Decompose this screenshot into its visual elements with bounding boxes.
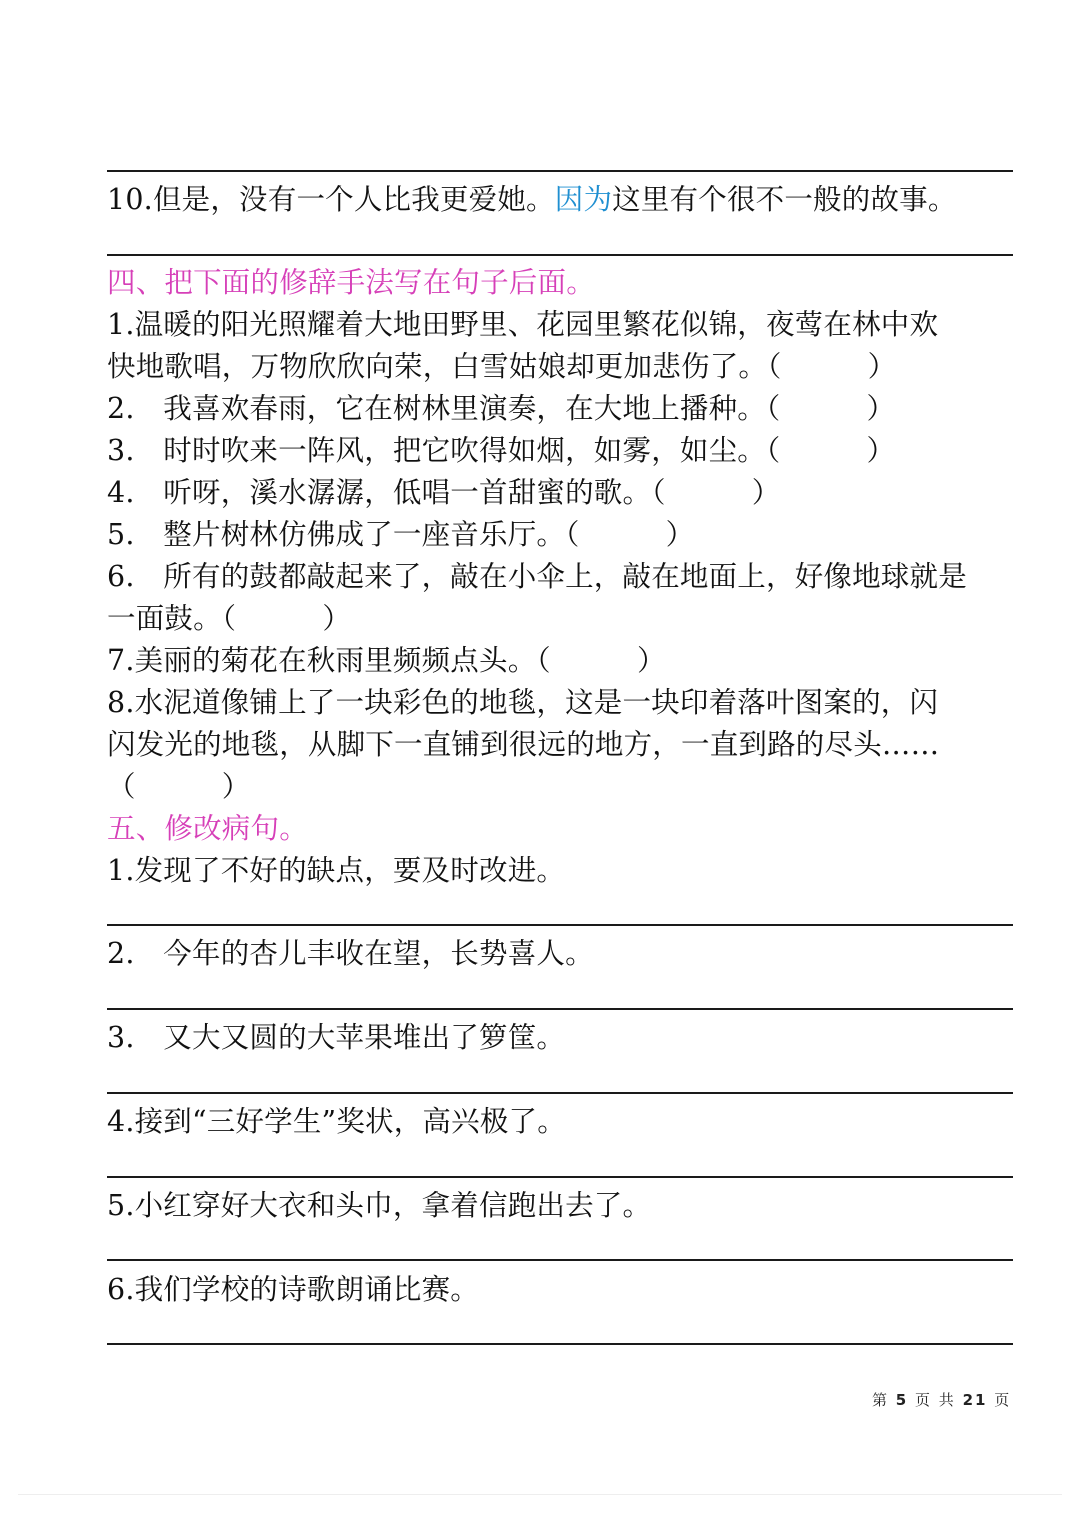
s5-item-6: 6.我们学校的诗歌朗诵比赛。 (107, 1273, 479, 1306)
answer-line (107, 924, 1013, 926)
footer-mid: 页 共 (915, 1391, 956, 1409)
answer-line (107, 1092, 1013, 1094)
question-number: 10. (107, 183, 153, 216)
answer-line (107, 170, 1013, 172)
s4-line-4: 3. 时时吹来一阵风，把它吹得如烟，如雾，如尘。（ ） (107, 434, 896, 467)
answer-line (107, 1176, 1013, 1178)
answer-line (107, 1343, 1013, 1345)
s4-line-9: 7.美丽的菊花在秋雨里频频点头。（ ） (107, 644, 666, 677)
answer-line (107, 1259, 1013, 1261)
s4-line-3: 2. 我喜欢春雨，它在树林里演奏，在大地上播种。（ ） (107, 392, 896, 425)
s4-line-11: 闪发光的地毯，从脚下一直铺到很远的地方，一直到路的尽头…… (107, 728, 940, 761)
s5-item-5: 5.小红穿好大衣和头巾，拿着信跑出去了。 (107, 1189, 652, 1222)
s5-item-4: 4.接到“三好学生”奖状，高兴极了。 (107, 1105, 566, 1138)
question-text-end: 这里有个很不一般的故事。 (612, 183, 957, 216)
s5-item-1: 1.发现了不好的缺点，要及时改进。 (107, 854, 566, 887)
current-page: 5 (895, 1391, 909, 1409)
s4-line-5: 4. 听呀，溪水潺潺，低唱一首甜蜜的歌。（ ） (107, 476, 781, 509)
question-10 (107, 179, 1017, 221)
s4-line-12: （ ） (107, 770, 251, 803)
footer-prefix: 第 (872, 1391, 890, 1409)
s5-item-2: 2. 今年的杏儿丰收在望，长势喜人。 (107, 937, 594, 970)
s4-line-6: 5. 整片树林仿佛成了一座音乐厅。（ ） (107, 518, 695, 551)
s4-line-7: 6. 所有的鼓都敲起来了，敲在小伞上，敲在地面上，好像地球就是 (107, 560, 967, 593)
s4-line-1: 1.温暖的阳光照耀着大地田野里、花园里繁花似锦，夜莺在林中欢 (107, 308, 939, 341)
question-text-start: 但是，没有一个人比我更爱她。 (152, 183, 555, 216)
answer-line (107, 1008, 1013, 1010)
footer-suffix: 页 (994, 1391, 1012, 1409)
page-number (872, 1390, 1011, 1410)
section-5-title: 五、修改病句。 (107, 812, 308, 845)
s4-line-2: 快地歌唱，万物欣欣向荣，白雪姑娘却更加悲伤了。（ ） (107, 350, 897, 383)
highlighted-word: 因为 (554, 183, 613, 216)
page-edge (18, 1494, 1062, 1495)
s4-line-8: 一面鼓。（ ） (107, 602, 352, 635)
s4-line-10: 8.水泥道像铺上了一块彩色的地毯，这是一块印着落叶图案的，闪 (107, 686, 939, 719)
answer-line (107, 254, 1013, 256)
section-4-title: 四、把下面的修辞手法写在句子后面。 (107, 266, 595, 299)
total-pages: 21 (962, 1391, 988, 1409)
s5-item-3: 3. 又大又圆的大苹果堆出了箩筐。 (107, 1021, 566, 1054)
